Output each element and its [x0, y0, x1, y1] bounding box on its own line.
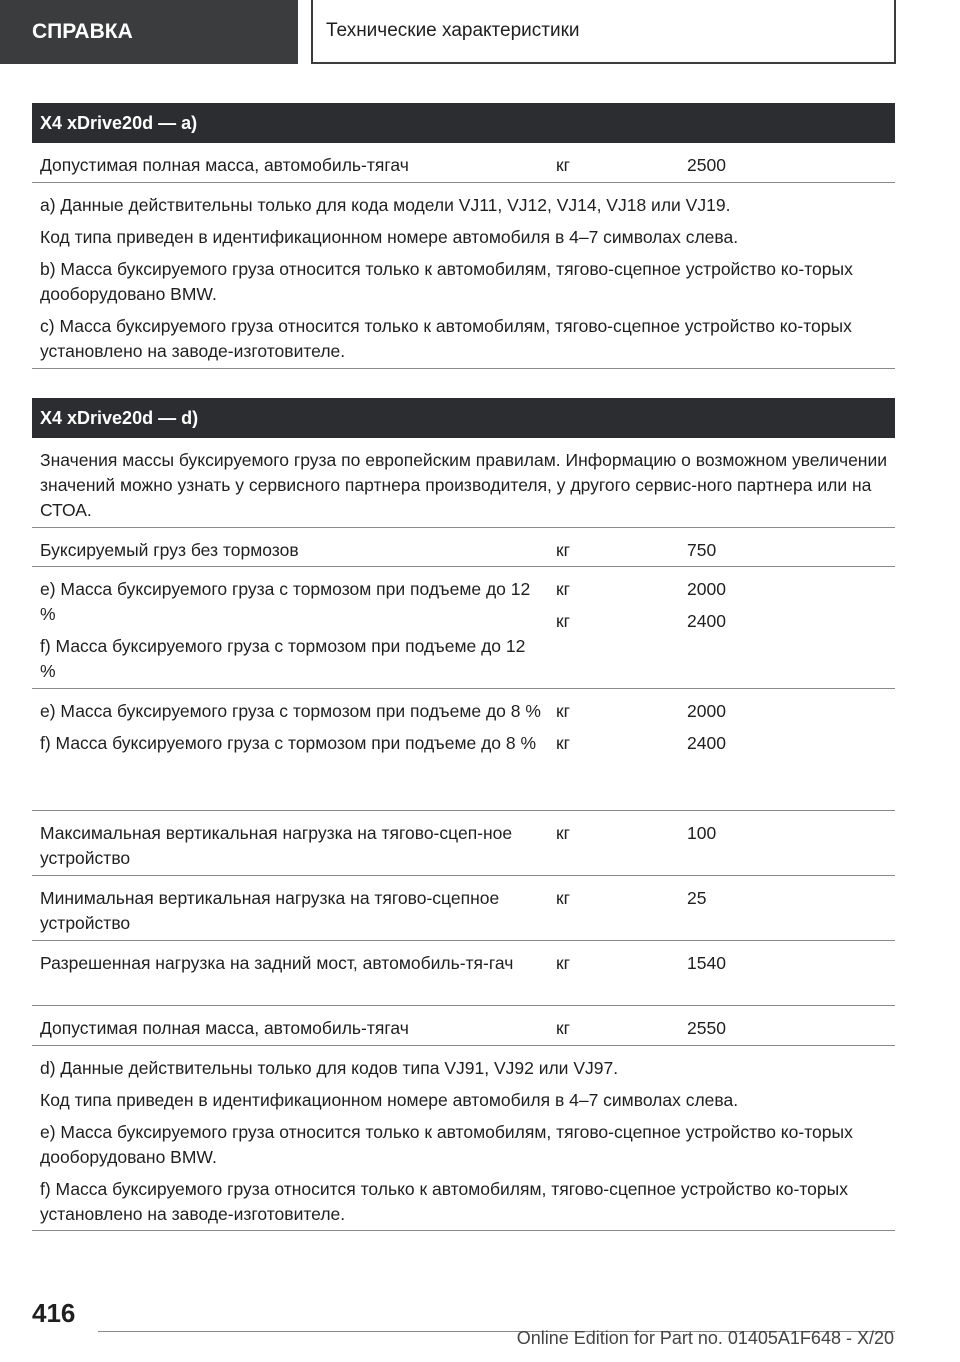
page-title: Технические характеристики [326, 20, 580, 41]
row-value: 2000 [687, 579, 726, 599]
footnote: d) Данные действительны только для кодов типа VJ91, VJ92 или VJ97. [40, 1058, 619, 1078]
row-unit: кг [556, 611, 571, 631]
section-header-a [32, 103, 895, 143]
table-row [32, 811, 895, 876]
row-unit: кг [556, 888, 571, 908]
row-unit: кг [556, 155, 571, 175]
table-row [32, 941, 895, 1006]
row-label: Допустимая полная масса, автомобиль-тягач [40, 1018, 409, 1038]
row-unit: кг [556, 701, 571, 721]
row-value: 2500 [687, 155, 726, 175]
row-unit: кг [556, 579, 571, 599]
footnote: a) Данные действительны только для кода модели VJ11, VJ12, VJ14, VJ18 или VJ19. [40, 195, 731, 215]
footnote: Код типа приведен в идентификационном номере автомобиля в 4–7 символах слева. [40, 227, 739, 247]
table-row [32, 143, 895, 183]
row-label: e) Масса буксируемого груза с тормозом при подъеме до 8 % [40, 701, 541, 721]
footnote: f) Масса буксируемого груза относится только к автомобилям, тягово-сцепное устройство ко-торых установлено на заводе-изготовителе. [40, 1179, 848, 1224]
intro-text: Значения массы буксируемого груза по европейским правилам. Информацию о возможном увеличении значений можно узнать у сервисного партнера производителя, у другого сервис-ного партнера или на СТОА. [40, 450, 888, 520]
section-label: СПРАВКА [32, 20, 133, 43]
row-value: 2400 [687, 611, 726, 631]
page-number: 416 [32, 1298, 76, 1328]
row-label: e) Масса буксируемого груза с тормозом при подъеме до 12 % [40, 579, 531, 624]
table-row [32, 689, 895, 811]
section-header-d [32, 398, 895, 438]
section-title: X4 xDrive20d — d) [40, 407, 199, 428]
footnote: b) Масса буксируемого груза относится только к автомобилям, тягово-сцепное устройство ко-торых дооборудовано BMW. [40, 259, 853, 304]
section-intro [32, 438, 895, 528]
row-value: 25 [687, 888, 707, 908]
edition-info: Online Edition for Part no. 01405A1F648 - X/20 [516, 1328, 894, 1348]
footnotes [32, 1046, 895, 1231]
row-value: 750 [687, 540, 717, 560]
row-value: 100 [687, 823, 717, 843]
table-row [32, 1006, 895, 1046]
row-label: Допустимая полная масса, автомобиль-тягач [40, 155, 409, 175]
footnotes [32, 183, 895, 369]
row-value: 2000 [687, 701, 726, 721]
footnote: Код типа приведен в идентификационном номере автомобиля в 4–7 символах слева. [40, 1090, 739, 1110]
row-label: Максимальная вертикальная нагрузка на тягово-сцеп-ное устройство [40, 823, 513, 868]
row-value: 1540 [687, 953, 726, 973]
row-value: 2550 [687, 1018, 726, 1038]
row-label: Буксируемый груз без тормозов [40, 540, 299, 560]
section-title: X4 xDrive20d — a) [40, 112, 198, 133]
row-label: f) Масса буксируемого груза с тормозом при подъеме до 8 % [40, 733, 537, 753]
footnote: c) Масса буксируемого груза относится только к автомобилям, тягово-сцепное устройство ко-торых установлено на заводе-изготовителе. [40, 316, 852, 361]
row-unit: кг [556, 953, 571, 973]
row-unit: кг [556, 733, 571, 753]
row-unit: кг [556, 1018, 571, 1038]
row-label: f) Масса буксируемого груза с тормозом при подъеме до 12 % [40, 636, 526, 681]
table-row [32, 567, 895, 689]
footnote: e) Масса буксируемого груза относится только к автомобилям, тягово-сцепное устройство ко-торых дооборудовано BMW. [40, 1122, 853, 1167]
table-row [32, 528, 895, 567]
row-label: Разрешенная нагрузка на задний мост, автомобиль-тя-гач [40, 953, 514, 973]
table-row [32, 876, 895, 941]
page-title-box [311, 0, 896, 64]
section-tab [0, 0, 298, 64]
row-unit: кг [556, 823, 571, 843]
row-label: Минимальная вертикальная нагрузка на тягово-сцепное устройство [40, 888, 500, 933]
row-value: 2400 [687, 733, 726, 753]
row-unit: кг [556, 540, 571, 560]
